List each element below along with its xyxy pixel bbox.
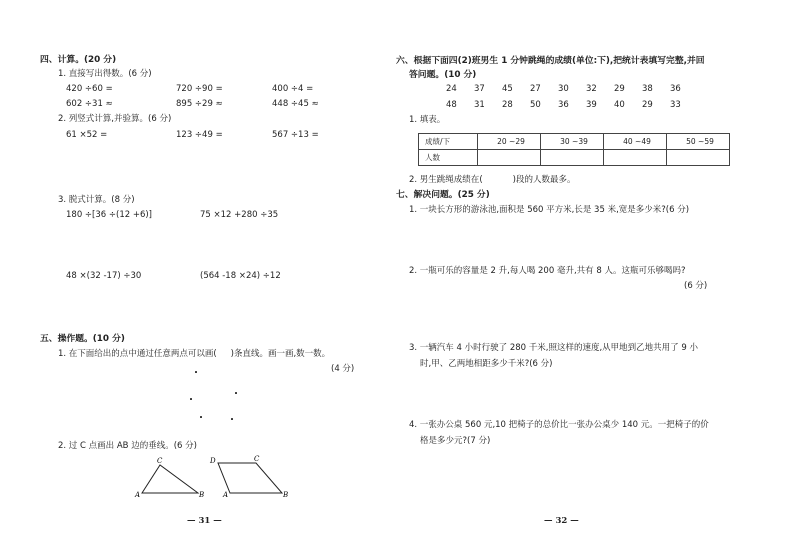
data-value: 37 xyxy=(474,84,485,94)
table-answer-cell[interactable] xyxy=(667,150,730,166)
data-value: 48 xyxy=(446,100,457,110)
point-dot xyxy=(200,416,202,418)
q6-1-label: 1. 填表。 xyxy=(409,115,446,125)
calc-item: 180 ÷[36 ÷(12 +6)] xyxy=(66,210,153,220)
q6-2-text xyxy=(409,175,575,186)
page-number: — 31 — xyxy=(187,516,222,526)
calc-item: 400 ÷4 = xyxy=(272,84,314,94)
parallelogram-abcd xyxy=(218,463,282,493)
data-value: 45 xyxy=(502,84,513,94)
q5-1-text xyxy=(58,349,330,360)
vertex-label-d: D xyxy=(210,457,216,465)
section-5-title: 五、操作题。(10 分) xyxy=(40,334,125,344)
q6-2-text-pre: 2. 男生跳绳成绩在( xyxy=(409,175,483,185)
vertex-label-a: A xyxy=(223,491,229,499)
calc-item: 567 ÷13 = xyxy=(272,130,319,140)
table-row xyxy=(419,150,730,166)
q7-1-text: 1. 一块长方形的游泳池,面积是 560 平方米,长是 35 米,宽是多少米?(6 分) xyxy=(409,205,690,215)
q5-1-text-pre: 1. 在下面给出的点中通过任意两点可以画( xyxy=(58,349,217,359)
q4-2-label: 2. 列竖式计算,并验算。(6 分) xyxy=(58,114,172,124)
calc-item: 48 ×(32 -17) ÷30 xyxy=(66,271,142,281)
calc-item: 720 ÷90 = xyxy=(176,84,223,94)
calc-item: 123 ÷49 = xyxy=(176,130,223,140)
data-value: 38 xyxy=(642,84,653,94)
q7-3-line1: 3. 一辆汽车 4 小时行驶了 280 千米,照这样的速度,从甲地到乙地共用了 9 小 xyxy=(409,343,698,353)
q5-1-text-post: )条直线。画一画,数一数。 xyxy=(230,349,331,359)
q7-4-line2: 格是多少元?(7 分) xyxy=(420,436,491,446)
calc-item: (564 -18 ×24) ÷12 xyxy=(200,271,281,281)
q6-2-text-post: )段的人数最多。 xyxy=(512,175,576,185)
geometry-figures xyxy=(130,455,300,505)
data-value: 33 xyxy=(670,100,681,110)
section-6-title-line1: 六、根据下面四(2)班男生 1 分钟跳绳的成绩(单位:下),把统计表填写完整,并回 xyxy=(396,56,705,66)
table-header-cell: 20 ~29 xyxy=(478,134,541,150)
vertex-label-c: C xyxy=(157,457,163,465)
table-answer-cell[interactable] xyxy=(604,150,667,166)
calc-item: 602 ÷31 ≈ xyxy=(66,99,113,109)
table-header-cell: 50 ~59 xyxy=(667,134,730,150)
table-header-cell: 30 ~39 xyxy=(541,134,604,150)
calc-item: 895 ÷29 ≈ xyxy=(176,99,223,109)
data-value: 31 xyxy=(474,100,485,110)
data-value: 36 xyxy=(558,100,569,110)
table-row-label: 人数 xyxy=(419,150,478,166)
table-answer-cell[interactable] xyxy=(478,150,541,166)
triangle-abc xyxy=(142,465,198,493)
calc-item: 75 ×12 +280 ÷35 xyxy=(200,210,279,220)
point-dot xyxy=(190,398,192,400)
data-value: 32 xyxy=(586,84,597,94)
calc-item: 420 ÷60 = xyxy=(66,84,113,94)
calc-item: 61 ×52 = xyxy=(66,130,108,140)
vertex-label-a: A xyxy=(135,491,141,499)
q7-3-line2: 时,甲、乙两地相距多少千米?(6 分) xyxy=(420,359,553,369)
section-4-title: 四、计算。(20 分) xyxy=(40,55,117,65)
point-dot xyxy=(235,392,237,394)
data-value: 27 xyxy=(530,84,541,94)
table-answer-cell[interactable] xyxy=(541,150,604,166)
data-value: 28 xyxy=(502,100,513,110)
data-value: 29 xyxy=(642,100,653,110)
section-7-title: 七、解决问题。(25 分) xyxy=(396,190,490,200)
data-value: 29 xyxy=(614,84,625,94)
data-value: 30 xyxy=(558,84,569,94)
section-6-title-line2: 答问题。(10 分) xyxy=(409,70,477,80)
point-dot xyxy=(231,418,233,420)
data-value: 50 xyxy=(530,100,541,110)
table-row xyxy=(419,134,730,150)
vertex-label-b: B xyxy=(283,491,289,499)
q7-2-text: 2. 一瓶可乐的容量是 2 升,每人喝 200 毫升,共有 8 人。这瓶可乐够喝吗? xyxy=(409,266,686,276)
data-value: 40 xyxy=(614,100,625,110)
q5-1-score: (4 分) xyxy=(331,364,355,374)
q7-4-line1: 4. 一张办公桌 560 元,10 把椅子的总价比一张办公桌少 140 元。一把椅子的价 xyxy=(409,420,709,430)
q7-2-score: (6 分) xyxy=(684,281,708,291)
table-header-cell: 40 ~49 xyxy=(604,134,667,150)
vertex-label-c: C xyxy=(254,455,260,463)
stat-table xyxy=(418,133,730,166)
data-value: 39 xyxy=(586,100,597,110)
q5-2-label: 2. 过 C 点画出 AB 边的垂线。(6 分) xyxy=(58,441,197,451)
calc-item: 448 ÷45 ≈ xyxy=(272,99,319,109)
page-number: — 32 — xyxy=(544,516,579,526)
q4-3-label: 3. 脱式计算。(8 分) xyxy=(58,195,135,205)
q4-1-label: 1. 直接写出得数。(6 分) xyxy=(58,69,152,79)
table-header-cell: 成绩/下 xyxy=(419,134,478,150)
data-value: 24 xyxy=(446,84,457,94)
vertex-label-b: B xyxy=(199,491,205,499)
data-value: 36 xyxy=(670,84,681,94)
point-dot xyxy=(195,371,197,373)
